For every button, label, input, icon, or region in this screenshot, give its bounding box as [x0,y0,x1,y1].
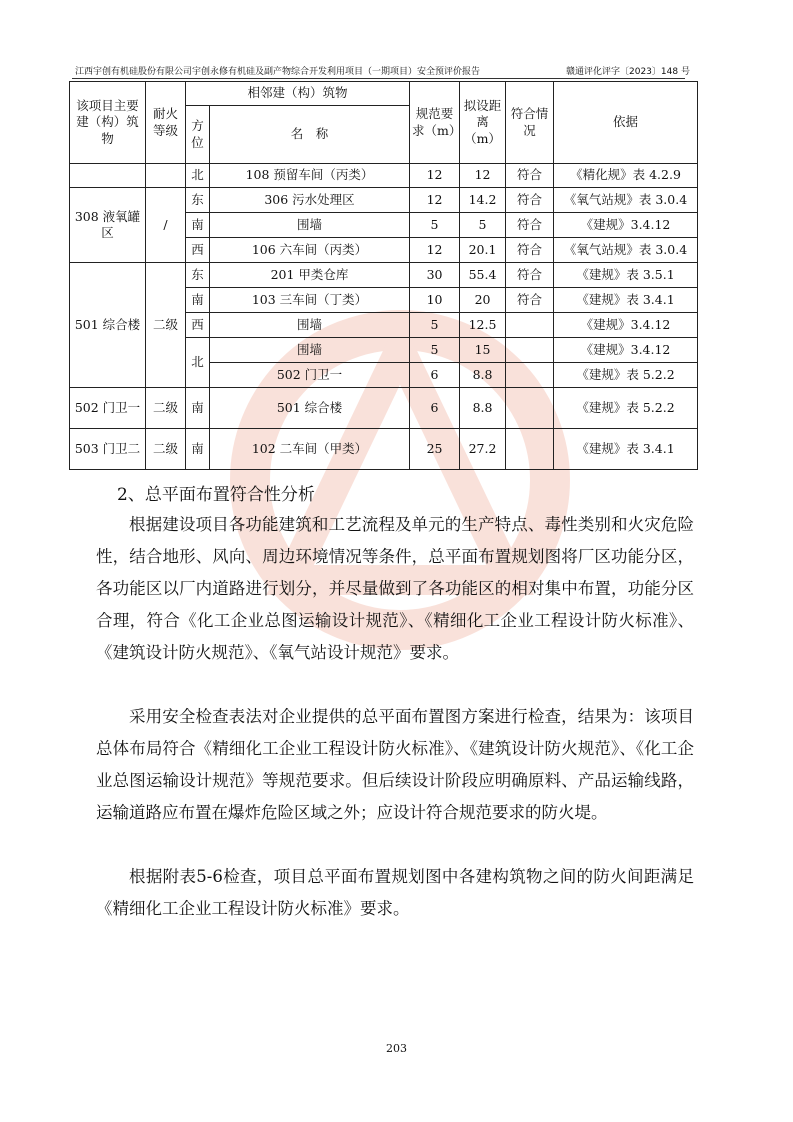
name-cell: 306 污水处理区 [210,188,410,213]
conformity-cell [506,429,554,470]
distance-cell: 12 [460,164,506,188]
conformity-cell: 符合 [506,164,554,188]
required-cell: 6 [410,363,460,388]
basis-cell: 《氧气站规》表 3.0.4 [554,238,698,263]
header-conformity: 符合情况 [506,82,554,164]
basis-cell: 《建规》表 5.2.2 [554,363,698,388]
direction-cell: 南 [186,388,210,429]
header-name: 名 称 [210,106,410,164]
required-cell: 30 [410,263,460,288]
rating-cell: 二级 [146,263,186,388]
required-cell: 12 [410,164,460,188]
required-cell: 12 [410,188,460,213]
name-cell: 围墙 [210,313,410,338]
required-cell: 10 [410,288,460,313]
table-row [70,188,698,213]
basis-cell: 《精化规》表 4.2.9 [554,164,698,188]
basis-cell: 《建规》表 3.5.1 [554,263,698,288]
building-cell: 308 液氧罐区 [70,188,146,263]
name-cell: 502 门卫一 [210,363,410,388]
direction-cell: 北 [186,338,210,388]
direction-cell: 南 [186,213,210,238]
header-building: 该项目主要建（构）筑物 [70,82,146,164]
name-cell: 围墙 [210,338,410,363]
distance-cell: 20.1 [460,238,506,263]
table-row [70,429,698,470]
basis-cell: 《氧气站规》表 3.0.4 [554,188,698,213]
rating-cell: / [146,188,186,263]
fire-distance-table [69,81,698,470]
distance-cell: 14.2 [460,188,506,213]
name-cell: 围墙 [210,213,410,238]
body-paragraph: 根据附表5-6检查，项目总平面布置规划图中各建构筑物之间的防火间距满足《精细化工企业工程设计防火标准》要求。 [96,867,694,918]
building-cell: 501 综合楼 [70,263,146,388]
header-planned: 拟设距离（m） [460,82,506,164]
body-paragraph: 根据建设项目各功能建筑和工艺流程及单元的生产特点、毒性类别和火灾危险性，结合地形、风向、周边环境情况等条件，总平面布置规划图将厂区功能分区，各功能区以厂内道路进行划分，并尽量做到了各功能区的相对集中布置，功能分区合理，符合《化工企业总图运输设计规范》、《精细化工企业工程设计防火标准》、《建筑设计防火规范》、《氧气站设计规范》要求。 [96,515,694,662]
direction-cell: 西 [186,238,210,263]
table-row [70,263,698,288]
body-paragraph: 采用安全检查表法对企业提供的总平面布置图方案进行检查，结果为：该项目总体布局符合《精细化工企业工程设计防火标准》、《建筑设计防火规范》、《化工企业总图运输设计规范》等规范要求。但后续设计阶段应明确原料、产品运输线路，运输道路应布置在爆炸危险区域之外；应设计符合规范要求的防火堤。 [96,707,694,822]
conformity-cell: 符合 [506,188,554,213]
rating-cell-empty [146,164,186,188]
rating-cell: 二级 [146,429,186,470]
building-cell-empty [70,164,146,188]
name-cell: 201 甲类仓库 [210,263,410,288]
basis-cell: 《建规》表 3.4.1 [554,288,698,313]
distance-cell: 20 [460,288,506,313]
name-cell: 501 综合楼 [210,388,410,429]
conformity-cell [506,338,554,363]
conformity-cell: 符合 [506,263,554,288]
header-basis: 依据 [554,82,698,164]
conformity-cell [506,313,554,338]
distance-cell: 27.2 [460,429,506,470]
name-cell: 102 二车间（甲类） [210,429,410,470]
direction-cell: 南 [186,429,210,470]
building-cell: 503 门卫二 [70,429,146,470]
distance-cell: 5 [460,213,506,238]
conformity-cell [506,388,554,429]
direction-cell: 东 [186,263,210,288]
name-cell: 108 预留车间（丙类） [210,164,410,188]
required-cell: 5 [410,213,460,238]
header-fire-rating: 耐火等级 [146,82,186,164]
section-heading: 2、总平面布置符合性分析 [117,485,315,505]
required-cell: 5 [410,338,460,363]
conformity-cell: 符合 [506,288,554,313]
required-cell: 25 [410,429,460,470]
header-rule [72,78,685,79]
distance-cell: 8.8 [460,363,506,388]
basis-cell: 《建规》表 3.4.1 [554,429,698,470]
direction-cell: 南 [186,288,210,313]
direction-cell: 北 [186,164,210,188]
rating-cell: 二级 [146,388,186,429]
table-row [70,388,698,429]
header-adjacent: 相邻建（构）筑物 [186,82,410,106]
page-number: 203 [386,1042,407,1055]
building-cell: 502 门卫一 [70,388,146,429]
distance-cell: 15 [460,338,506,363]
distance-cell: 55.4 [460,263,506,288]
conformity-cell: 符合 [506,213,554,238]
direction-cell: 西 [186,313,210,338]
required-cell: 6 [410,388,460,429]
basis-cell: 《建规》3.4.12 [554,338,698,363]
direction-cell: 东 [186,188,210,213]
header-report-number: 赣通评化评字〔2023〕148 号 [566,67,690,77]
basis-cell: 《建规》表 5.2.2 [554,388,698,429]
header-direction: 方位 [186,106,210,164]
name-cell: 106 六车间（丙类） [210,238,410,263]
required-cell: 12 [410,238,460,263]
basis-cell: 《建规》3.4.12 [554,213,698,238]
required-cell: 5 [410,313,460,338]
header-report-title: 江西宇创有机硅股份有限公司宇创永修有机硅及副产物综合开发利用项目（一期项目）安全预评价报告 [75,67,481,77]
conformity-cell [506,363,554,388]
distance-cell: 8.8 [460,388,506,429]
distance-cell: 12.5 [460,313,506,338]
name-cell: 103 三车间（丁类） [210,288,410,313]
table-row [70,164,698,188]
basis-cell: 《建规》3.4.12 [554,313,698,338]
header-required: 规范要求（m） [410,82,460,164]
conformity-cell: 符合 [506,238,554,263]
